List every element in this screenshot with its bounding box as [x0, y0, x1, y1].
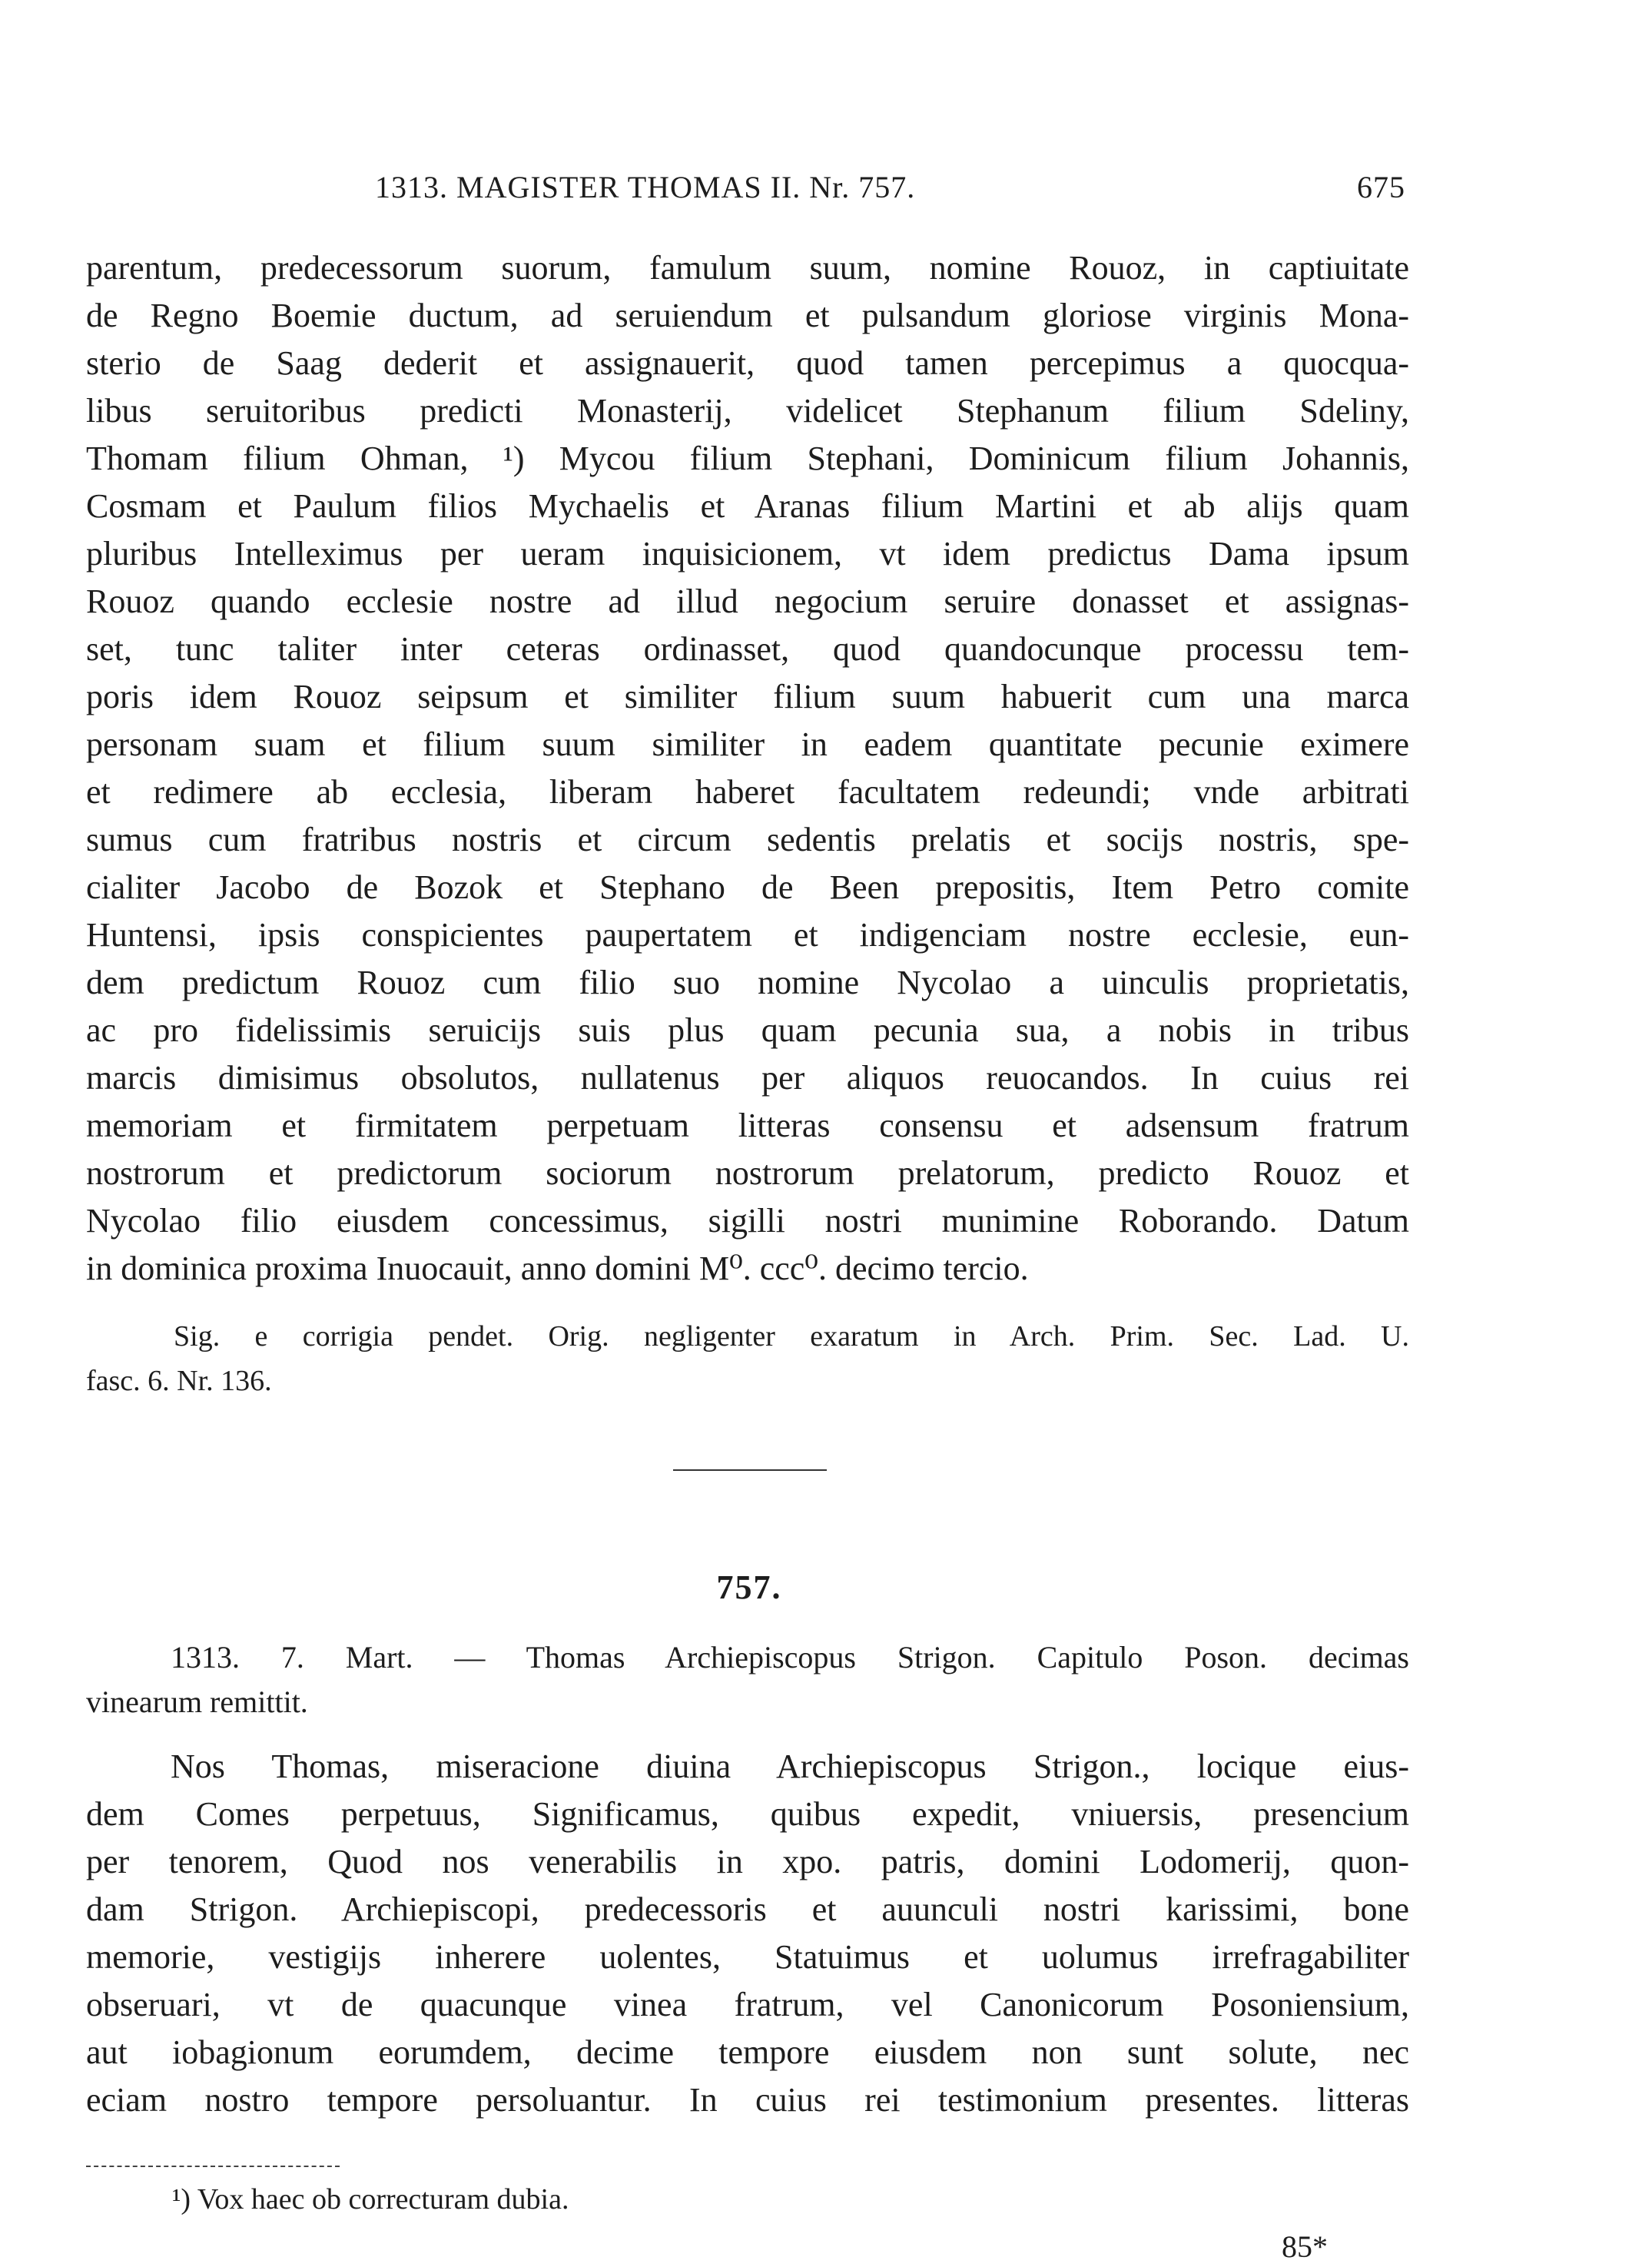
text-line: sumus cum fratribus nostris et circum sedentis prelatis et socijs nostris, spe-: [86, 821, 1409, 858]
source-note: Sig. e corrigia pendet. Orig. negligenter exaratum in Arch. Prim. Sec. Lad. U.: [174, 1320, 1409, 1353]
text-line: Huntensi, ipsis conspicientes paupertatem et indigenciam nostre ecclesie, eun-: [86, 916, 1409, 954]
text-line: et redimere ab ecclesia, liberam haberet facultatem redeundi; vnde arbitrati: [86, 773, 1409, 811]
text-line: poris idem Rouoz seipsum et similiter filium suum habuerit cum una marca: [86, 678, 1409, 715]
text-line: pluribus Intelleximus per ueram inquisicionem, vt idem predictus Dama ipsum: [86, 535, 1409, 573]
source-note: fasc. 6. Nr. 136.: [86, 1365, 272, 1397]
text-line: Cosmam et Paulum filios Mychaelis et Aranas filium Martini et ab alijs quam: [86, 487, 1409, 525]
text-line: libus seruitoribus predicti Monasterij, videlicet Stephanum filium Sdeliny,: [86, 392, 1409, 430]
regest: vinearum remittit.: [86, 1684, 308, 1719]
text-line: memoriam et firmitatem perpetuam litteras consensu et adsensum fratrum: [86, 1107, 1409, 1144]
running-head: [0, 169, 1652, 215]
text-line: in dominica proxima Inuocauit, anno domini M⁰. ccc⁰. decimo tercio.: [86, 1250, 1029, 1287]
text-line: parentum, predecessorum suorum, famulum suum, nomine Rouoz, in captiuitate: [86, 249, 1409, 287]
text-line: Thomam filium Ohman, ¹) Mycou filium Stephani, Dominicum filium Johannis,: [86, 440, 1409, 477]
text-line: per tenorem, Quod nos venerabilis in xpo. patris, domini Lodomerij, quon-: [86, 1843, 1409, 1880]
regest: 1313. 7. Mart. — Thomas Archiepiscopus Strigon. Capitulo Poson. decimas: [171, 1640, 1409, 1675]
text-line: nostrorum et predictorum sociorum nostrorum prelatorum, predicto Rouoz et: [86, 1154, 1409, 1192]
text-line: Nos Thomas, miseracione diuina Archiepiscopus Strigon., locique eius-: [171, 1748, 1409, 1785]
text-line: de Regno Boemie ductum, ad seruiendum et pulsandum gloriose virginis Mona-: [86, 297, 1409, 334]
text-line: obseruari, vt de quacunque vinea fratrum, vel Canonicorum Posoniensium,: [86, 1986, 1409, 2023]
text-line: marcis dimisimus obsolutos, nullatenus per aliquos reuocandos. In cuius rei: [86, 1059, 1409, 1097]
footnote-rule: [86, 2166, 340, 2167]
document-number: 757.: [716, 1568, 782, 1606]
text-line: dem Comes perpetuus, Significamus, quibus expedit, vniuersis, presencium: [86, 1795, 1409, 1833]
page-number: 675: [1357, 170, 1405, 204]
text-line: Rouoz quando ecclesie nostre ad illud negocium seruire donasset et assignas-: [86, 583, 1409, 620]
text-line: ac pro fidelissimis seruicijs suis plus quam pecunia sua, a nobis in tribus: [86, 1011, 1409, 1049]
text-line: eciam nostro tempore persoluantur. In cuius rei testimonium presentes. litteras: [86, 2081, 1409, 2119]
text-line: dem predictum Rouoz cum filio suo nomine Nycolao a uinculis proprietatis,: [86, 964, 1409, 1001]
text-line: sterio de Saag dederit et assignauerit, quod tamen percepimus a quocqua-: [86, 344, 1409, 382]
running-title: 1313. MAGISTER THOMAS II. Nr. 757.: [375, 170, 916, 204]
text-line: memorie, vestigijs inherere uolentes, Statuimus et uolumus irrefragabiliter: [86, 1938, 1409, 1976]
text-line: dam Strigon. Archiepiscopi, predecessoris et auunculi nostri karissimi, bone: [86, 1890, 1409, 1928]
section-separator: [673, 1469, 827, 1471]
footnote: ¹) Vox haec ob correcturam dubia.: [172, 2183, 569, 2216]
text-line: cialiter Jacobo de Bozok et Stephano de Been prepositis, Item Petro comite: [86, 868, 1409, 906]
text-line: aut iobagionum eorumdem, decime tempore eiusdem non sunt solute, nec: [86, 2033, 1409, 2071]
text-line: Nycolao filio eiusdem concessimus, sigilli nostri munimine Roborando. Datum: [86, 1202, 1409, 1240]
text-line: set, tunc taliter inter ceteras ordinasset, quod quandocunque processu tem-: [86, 630, 1409, 668]
signature-mark: 85*: [1282, 2229, 1328, 2264]
text-line: personam suam et filium suum similiter in eadem quantitate pecunie eximere: [86, 725, 1409, 763]
